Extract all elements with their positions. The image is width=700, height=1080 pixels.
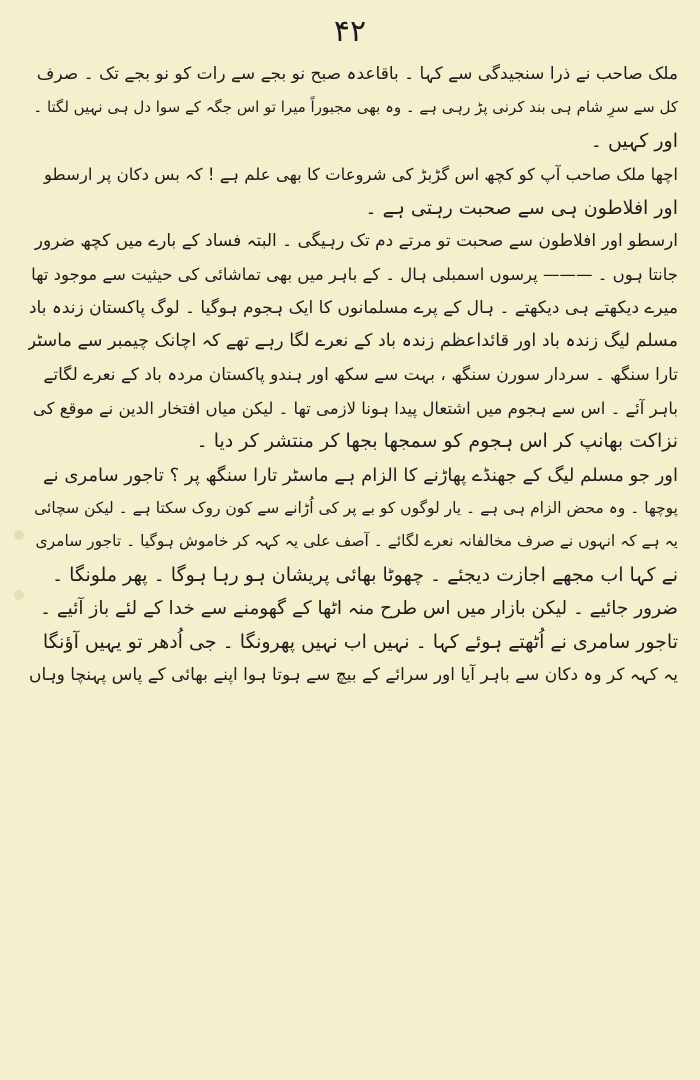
punch-hole: [14, 590, 24, 600]
text-line: اور افلاطون ہی سے صحبت رہتی ہے ۔: [365, 196, 678, 219]
text-line: یہ ہے کہ انہوں نے صرف مخالفانہ نعرے لگائے ۔ آصف علی یہ کہہ کر خاموش ہوگیا ۔ تاجور سامری: [35, 532, 678, 551]
page-number: ۴۲: [333, 14, 367, 49]
text-line: ارسطو اور افلاطون سے صحبت تو مرتے دم تک رہیگی ۔ البتہ فساد کے بارے میں کچھ ضرور: [34, 230, 678, 251]
text-line: یہ کہہ کر وہ دکان سے باہر آیا اور سرائے کے بیچ سے ہوتا ہوا اپنے بھائی کے پاس پہنچا وہاں: [29, 665, 678, 686]
text-line: کل سے سرِ شام ہی بند کرنی پڑ رہی ہے ۔ وہ بھی مجبوراً میرا تو اس جگہ کے سوا دل ہی نہیں لگتا ۔: [33, 98, 678, 117]
text-line: مسلم لیگ زندہ باد اور قائداعظم زندہ باد کے نعرے لگا رہے تھے کہ اچانک چیمبر سے ماسٹر: [28, 331, 678, 352]
text-line: نے کہا اب مجھے اجازت دیجئے ۔ چھوٹا بھائی پریشان ہو رہا ہوگا ۔ پھر ملونگا ۔: [52, 563, 678, 586]
text-line: اور کہیں ۔: [590, 129, 678, 152]
punch-hole: [14, 530, 24, 540]
text-line: ملک صاحب نے ذرا سنجیدگی سے کہا ۔ باقاعدہ صبح نو بجے سے رات کو نو بجے تک ۔ صرف: [36, 64, 678, 84]
text-line: پوچھا ۔ وہ محض الزام ہی ہے ۔ یار لوگوں کو بے پر کی اُڑانے سے کون روک سکتا ہے ۔ لیکن سچائی: [34, 499, 678, 518]
text-line: تاجور سامری نے اُٹھتے ہوئے کہا ۔ نہیں اب نہیں پھرونگا ۔ جی اُدھر تو یہیں آؤنگا: [42, 630, 678, 653]
text-line: جانتا ہوں ۔ ——— پرسوں اسمبلی ہال ۔ کے باہر میں بھی تماشائی کی حیثیت سے موجود تھا: [31, 265, 678, 285]
body-text: [28, 58, 678, 692]
text-line: اور جو مسلم لیگ کے جھنڈے پھاڑنے کا الزام ہے ماسٹر تارا سنگھ پر ؟ تاجور سامری نے: [43, 464, 678, 486]
text-line: میرے دیکھتے ہی دیکھتے ۔ ہال کے پرے مسلمانوں کا ایک ہجوم ہوگیا ۔ لوگ پاکستان زندہ باد: [28, 297, 678, 318]
text-line: نزاکت بھانپ کر اس ہجوم کو سمجھا بجھا کر منتشر کر دیا ۔: [196, 430, 678, 453]
text-line: ضرور جائیے ۔ لیکن بازار میں اس طرح منہ اٹھا کے گھومنے سے خدا کے لئے باز آئیے ۔: [40, 598, 678, 620]
text-line: تارا سنگھ ۔ سردار سورن سنگھ ، بہت سے سکھ اور ہندو پاکستان مردہ باد کے نعرے لگاتے: [43, 364, 678, 385]
text-line: باہر آئے ۔ اس سے ہجوم میں اشتعال پیدا ہونا لازمی تھا ۔ لیکن میاں افتخار الدین نے موقع کی: [32, 398, 678, 418]
text-line: اچھا ملک صاحب آپ کو کچھ اس گڑبڑ کی شروعات کا بھی علم ہے ! کہ بس دکان پر ارسطو: [43, 165, 678, 185]
